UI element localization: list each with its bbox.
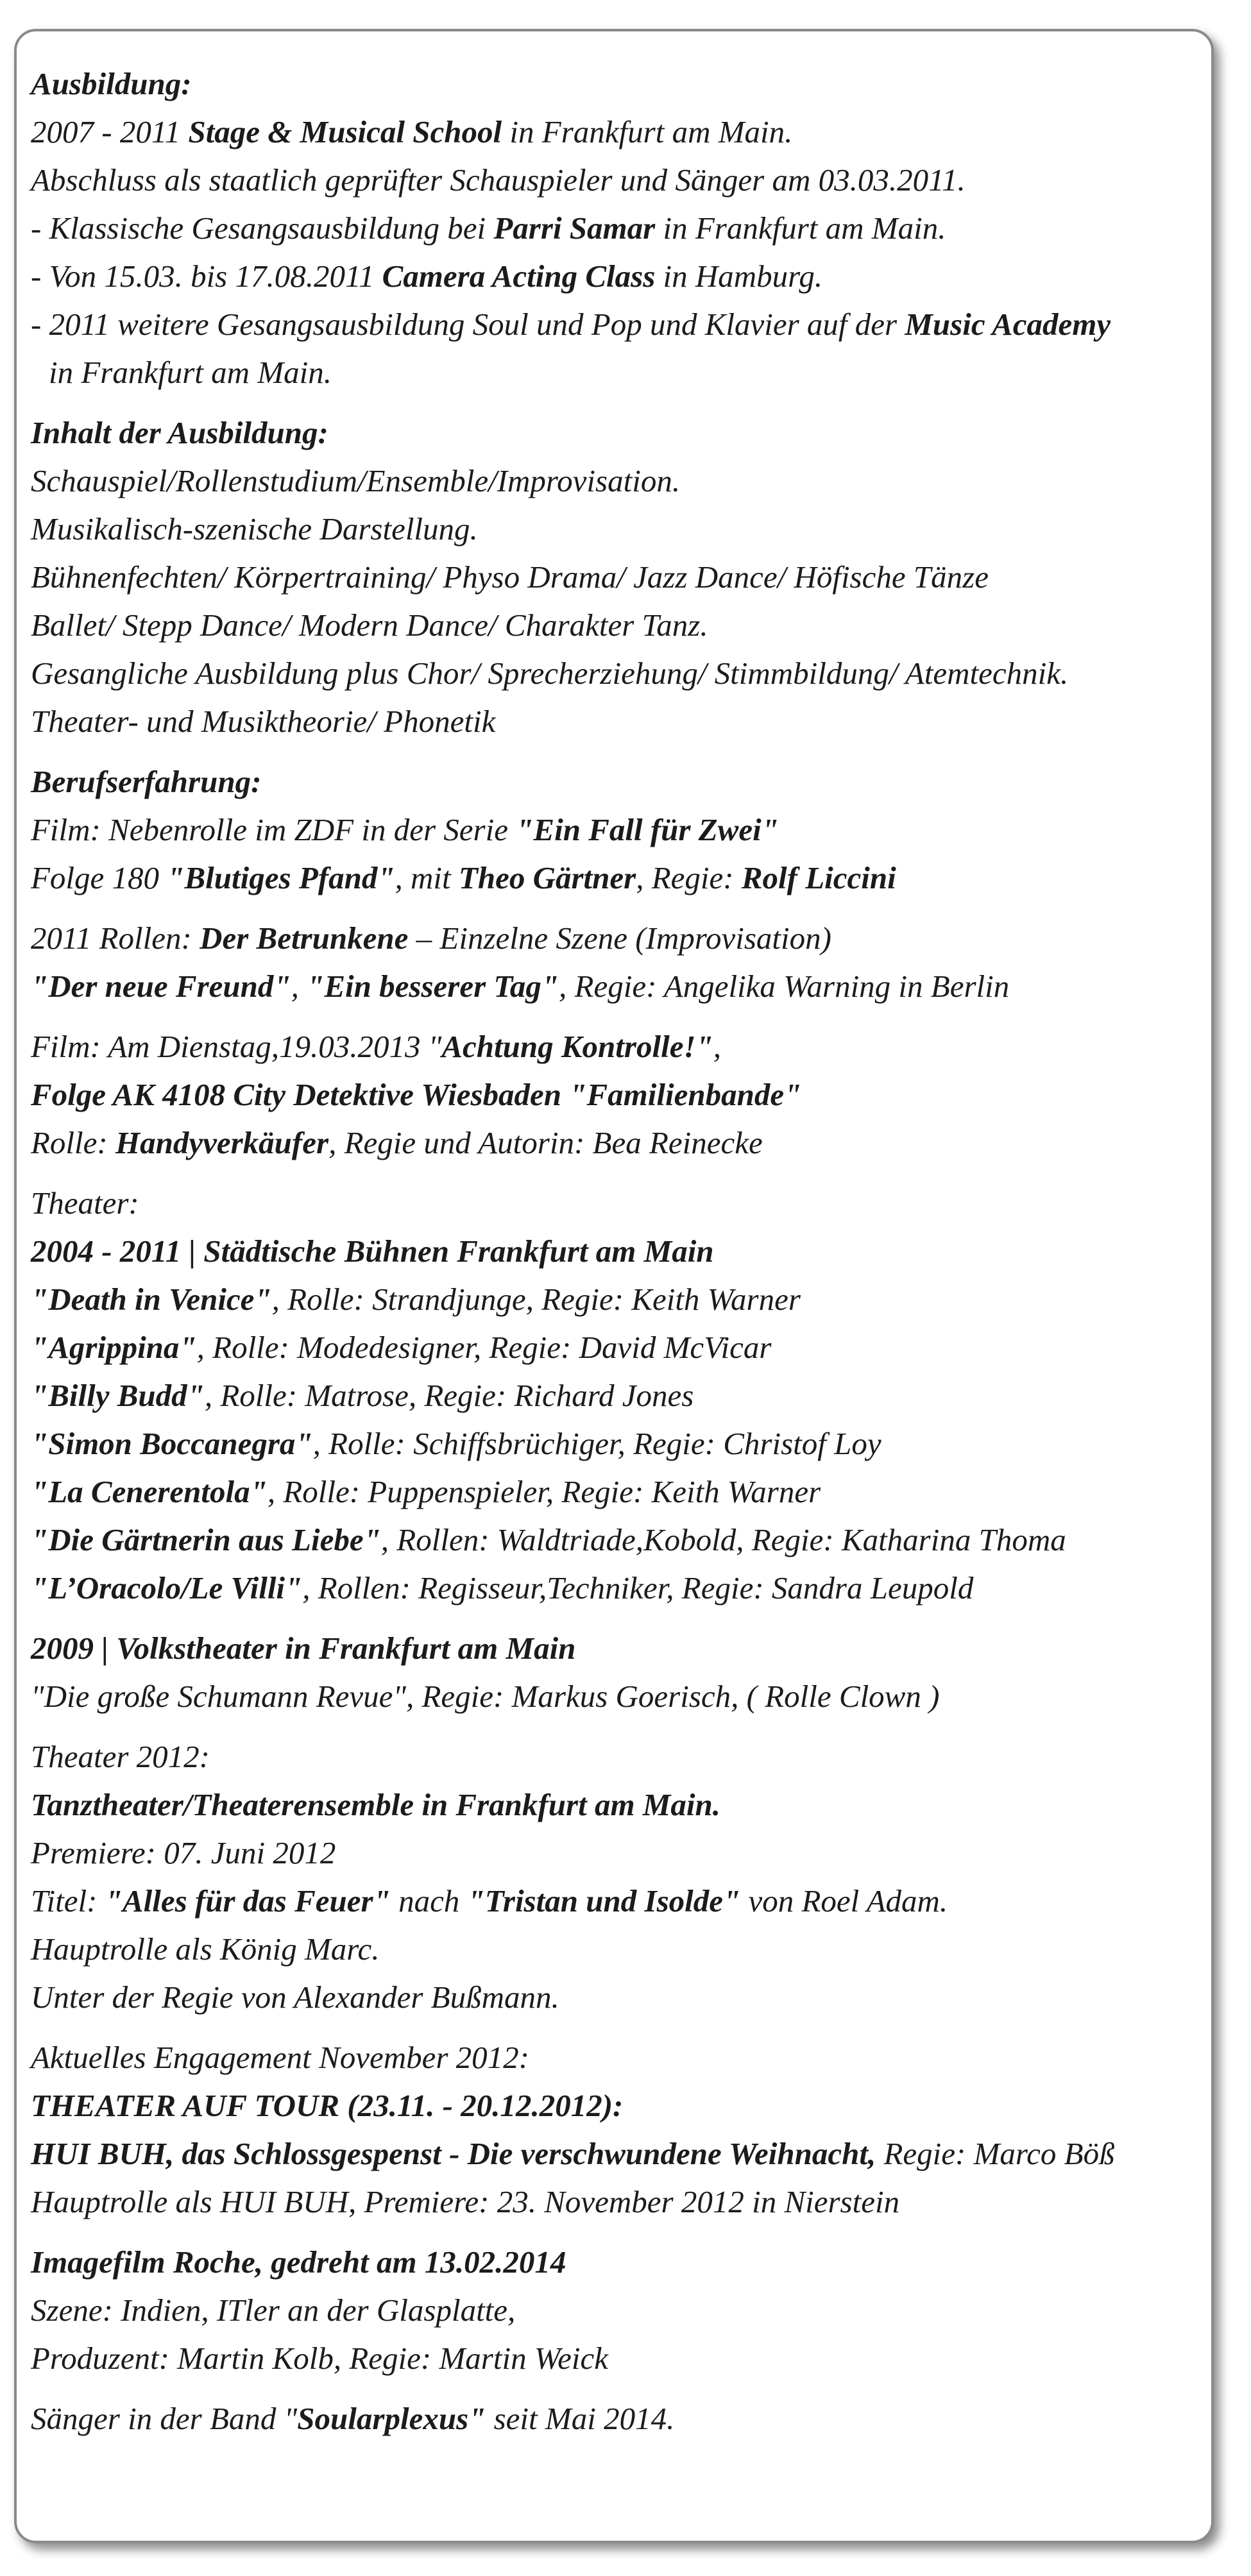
text-line (31, 1022, 1211, 1071)
bold-text: Folge AK 4108 City Detektive Wiesbaden "Familienbande" (31, 1077, 802, 1112)
text-line (31, 1468, 1211, 1516)
text: , Rolle: Matrose, Regie: Richard Jones (204, 1378, 694, 1413)
text-line (31, 1119, 1211, 1167)
section-rollen-2011 (31, 914, 1211, 1010)
text-line (31, 2286, 1211, 2334)
text: Abschluss als staatlich geprüfter Schauspieler und Sänger am 03.03.2011. (31, 162, 966, 198)
text-line (31, 1071, 1211, 1119)
text-line (31, 1925, 1211, 1973)
bold-text: Berufserfahrung: (31, 764, 262, 799)
bold-text: "Tristan und Isolde" (467, 1883, 741, 1919)
text: , Rolle: Schiffsbrüchiger, Regie: Christof Loy (312, 1426, 881, 1461)
text: nach (390, 1883, 468, 1919)
text-line (31, 2081, 1211, 2130)
section-ausbildung (31, 60, 1211, 396)
text-line (31, 962, 1211, 1010)
bold-text: Tanztheater/Theaterensemble in Frankfurt am Main. (31, 1787, 720, 1822)
text: Bühnenfechten/ Körpertraining/ Physo Drama/ Jazz Dance/ Höfische Tänze (31, 559, 989, 595)
text-line (31, 2394, 1211, 2443)
text-line (31, 204, 1211, 252)
text: , Rolle: Modedesigner, Regie: David McVicar (196, 1330, 772, 1365)
bold-text: Rolf Liccini (741, 860, 896, 895)
text: in Frankfurt am Main. (655, 210, 946, 246)
text: 2011 Rollen: (31, 920, 200, 956)
text: Titel: (31, 1883, 105, 1919)
text-line (31, 409, 1211, 457)
text: - 2011 weitere Gesangsausbildung Soul und Pop und Klavier auf der (31, 307, 905, 342)
text: Gesangliche Ausbildung plus Chor/ Sprecherziehung/ Stimmbildung/ Atemtechnik. (31, 656, 1069, 691)
text-line (31, 2178, 1211, 2226)
text: , Regie und Autorin: Bea Reinecke (328, 1125, 763, 1160)
section-theater (31, 1179, 1211, 1612)
text-line (31, 505, 1211, 553)
text-line (31, 697, 1211, 745)
bold-text: "Agrippina" (31, 1330, 197, 1365)
text: 2007 - 2011 (31, 114, 189, 149)
section-film-2013 (31, 1022, 1211, 1167)
text-line (31, 649, 1211, 697)
text-line (31, 2334, 1211, 2382)
text: Film: Nebenrolle im ZDF in der Serie (31, 812, 516, 847)
text: Rolle: (31, 1125, 115, 1160)
text: von Roel Adam. (740, 1883, 948, 1919)
bold-text: "Death in Venice" (31, 1282, 272, 1317)
text-line (31, 1877, 1211, 1925)
section-imagefilm (31, 2238, 1211, 2382)
bold-text: "Ein besserer Tag" (307, 969, 559, 1004)
bold-text: "Ein Fall für Zwei" (516, 812, 779, 847)
bold-text: "Die Gärtnerin aus Liebe" (31, 1522, 381, 1557)
bold-text: "Der neue Freund" (31, 969, 291, 1004)
bold-text: Achtung Kontrolle!" (441, 1029, 713, 1064)
bold-text: "Simon Boccanegra" (31, 1426, 313, 1461)
text-line (31, 806, 1211, 854)
section-volkstheater (31, 1624, 1211, 1720)
text: in Frankfurt am Main. (502, 114, 793, 149)
text: in Hamburg. (655, 258, 823, 294)
text-line (31, 1624, 1211, 1672)
section-engagement (31, 2033, 1211, 2226)
text-line (31, 1672, 1211, 1720)
text: Theater: (31, 1185, 139, 1221)
text-line (31, 2130, 1211, 2178)
text-line (31, 300, 1211, 348)
text: seit Mai 2014. (486, 2401, 675, 2436)
bold-text: Inhalt der Ausbildung: (31, 415, 328, 450)
text: , (713, 1029, 721, 1064)
text-line (31, 1179, 1211, 1227)
bold-text: Der Betrunkene (200, 920, 409, 956)
text: , Rolle: Puppenspieler, Regie: Keith Warner (267, 1474, 821, 1509)
text-line (31, 1733, 1211, 1781)
text: , Regie: Angelika Warning in Berlin (559, 969, 1010, 1004)
bold-text: "L’Oracolo/Le Villi" (31, 1570, 303, 1606)
text-line (31, 252, 1211, 300)
text-line (31, 2238, 1211, 2286)
text-line (31, 1973, 1211, 2021)
text-line (31, 914, 1211, 962)
text: Hauptrolle als König Marc. (31, 1931, 380, 1967)
text: - Klassische Gesangsausbildung bei (31, 210, 494, 246)
bold-text: Imagefilm Roche, gedreht am 13.02.2014 (31, 2244, 566, 2280)
text: Ballet/ Stepp Dance/ Modern Dance/ Charakter Tanz. (31, 607, 708, 643)
text-line (31, 1419, 1211, 1468)
text: Unter der Regie von Alexander Bußmann. (31, 1979, 559, 2015)
text: "Die große Schumann Revue", Regie: Markus Goerisch, ( Rolle Clown ) (31, 1679, 940, 1714)
bold-text: "Billy Budd" (31, 1378, 205, 1413)
text-line (31, 601, 1211, 649)
text: Theater- und Musiktheorie/ Phonetik (31, 704, 496, 739)
text: , Regie: (636, 860, 742, 895)
text: Film: Am Dienstag,19.03.2013 " (31, 1029, 442, 1064)
text: Folge 180 (31, 860, 167, 895)
text: Produzent: Martin Kolb, Regie: Martin Weick (31, 2341, 608, 2376)
text: , Rolle: Strandjunge, Regie: Keith Warner (271, 1282, 801, 1317)
text: Theater 2012: (31, 1739, 210, 1774)
bold-text: Parri Samar (493, 210, 656, 246)
text-line (31, 1371, 1211, 1419)
text-line (31, 108, 1211, 156)
text: Regie: Marco Böß (876, 2136, 1115, 2171)
text-line (31, 60, 1211, 108)
text-line (31, 457, 1211, 505)
text-line (31, 1227, 1211, 1275)
text-line (31, 156, 1211, 204)
bold-text: "Blutiges Pfand" (167, 860, 395, 895)
text-line (31, 854, 1211, 902)
bold-text: HUI BUH, das Schlossgespenst - Die verschwundene Weihnacht, (31, 2136, 876, 2171)
bold-text: Soularplexus" (297, 2401, 486, 2436)
bold-text: Ausbildung: (31, 66, 192, 101)
bold-text: Handyverkäufer (115, 1125, 329, 1160)
text: in Frankfurt am Main. (49, 355, 332, 390)
text-line (31, 2033, 1211, 2081)
text: , Rollen: Regisseur,Techniker, Regie: Sandra Leupold (302, 1570, 974, 1606)
bold-text: Theo Gärtner (458, 860, 636, 895)
text: Schauspiel/Rollenstudium/Ensemble/Improvisation. (31, 463, 681, 498)
text: - Von 15.03. bis 17.08.2011 (31, 258, 382, 294)
text-line (31, 1781, 1211, 1829)
bold-text: "La Cenerentola" (31, 1474, 268, 1509)
text-line (31, 1829, 1211, 1877)
text: , Rollen: Waldtriade,Kobold, Regie: Katharina Thoma (380, 1522, 1066, 1557)
section-theater-2012 (31, 1733, 1211, 2021)
bold-text: 2004 - 2011 | Städtische Bühnen Frankfurt am Main (31, 1233, 714, 1269)
section-berufserfahrung (31, 758, 1211, 902)
resume-card (14, 29, 1214, 2543)
text: , mit (395, 860, 459, 895)
text-line (31, 1323, 1211, 1371)
text-line (31, 1275, 1211, 1323)
text: – Einzelne Szene (Improvisation) (408, 920, 831, 956)
text: Szene: Indien, ITler an der Glasplatte, (31, 2292, 516, 2328)
text-line (31, 553, 1211, 601)
text: Hauptrolle als HUI BUH, Premiere: 23. November 2012 in Nierstein (31, 2184, 900, 2219)
text-line (31, 758, 1211, 806)
section-inhalt (31, 409, 1211, 745)
text-line (31, 1516, 1211, 1564)
bold-text: Music Academy (905, 307, 1111, 342)
text: Sänger in der Band " (31, 2401, 298, 2436)
bold-text: "Alles für das Feuer" (105, 1883, 391, 1919)
text-line (31, 1564, 1211, 1612)
bold-text: 2009 | Volkstheater in Frankfurt am Main (31, 1631, 576, 1666)
text: Aktuelles Engagement November 2012: (31, 2040, 529, 2075)
bold-text: Camera Acting Class (382, 258, 656, 294)
section-band (31, 2394, 1211, 2443)
text-line (31, 348, 1211, 396)
bold-text: Stage & Musical School (188, 114, 502, 149)
text: Premiere: 07. Juni 2012 (31, 1835, 336, 1870)
text: Musikalisch-szenische Darstellung. (31, 511, 478, 547)
bold-text: THEATER AUF TOUR (23.11. - 20.12.2012): (31, 2088, 624, 2123)
text: , (291, 969, 307, 1004)
